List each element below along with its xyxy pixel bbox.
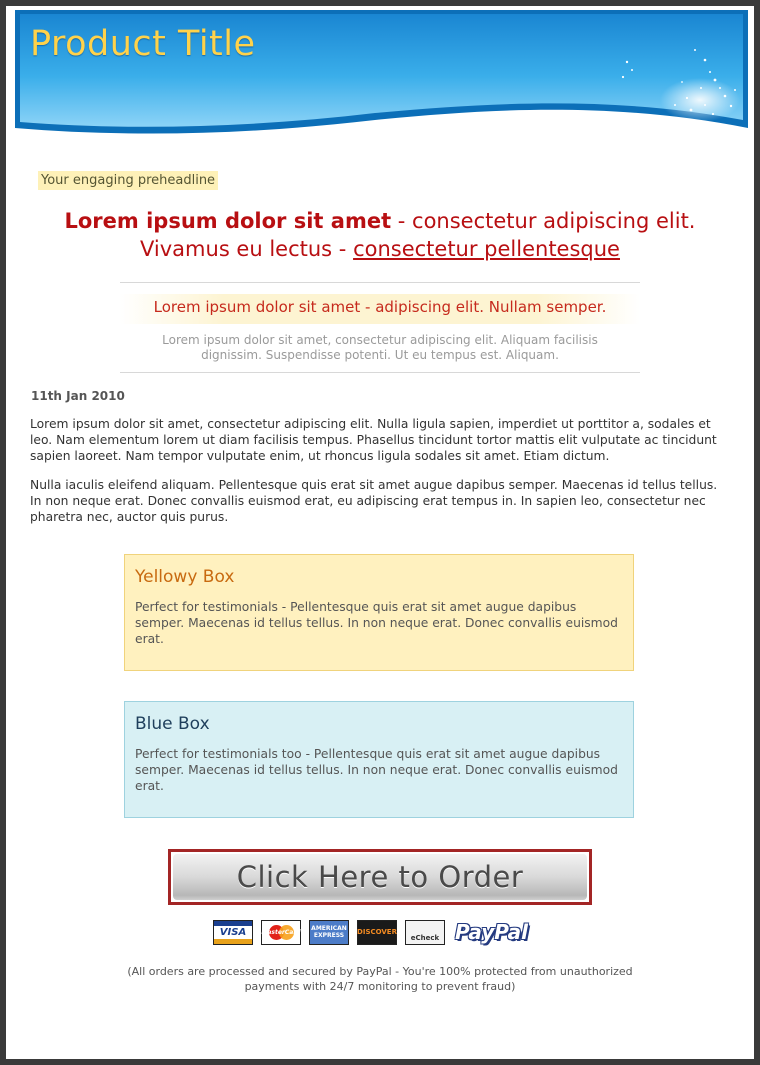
headline-bold: Lorem ipsum dolor sit amet xyxy=(64,209,392,233)
payment-disclaimer: (All orders are processed and secured by PayPal - You're 100% protected from unauthorized payments with 24/7 monitoring to prevent fraud) xyxy=(127,965,633,993)
yellow-testimonial-box xyxy=(124,554,634,671)
post-date: 11th Jan 2010 xyxy=(31,389,125,403)
body-paragraph-2: Nulla iaculis eleifend aliquam. Pellentesque quis erat sit amet augue dapibus semper. Maecenas id tellus tellus. In non neque erat. Donec convallis euismod erat, eu adipiscing erat tempus in. In sapien leo, consectetur nec pharetra nec, auctor quis purus. xyxy=(30,478,718,524)
subheadline: Lorem ipsum dolor sit amet - adipiscing elit. Nullam semper. xyxy=(153,298,607,316)
header-banner xyxy=(15,10,748,138)
intro-text: Lorem ipsum dolor sit amet, consectetur adipiscing elit. Aliquam facilisis dignissim. Suspendisse potenti. Ut eu tempus est. Aliquam. xyxy=(162,333,598,362)
paypal-logo: PayPal xyxy=(455,920,529,944)
divider-top xyxy=(120,282,640,283)
headline-line-2 xyxy=(36,235,724,263)
blue-box-title: Blue Box xyxy=(135,714,210,734)
blue-box-text: Perfect for testimonials too - Pellentesque quis erat sit amet augue dapibus semper. Maecenas id tellus tellus. In non neque erat. Donec convallis euismod erat. xyxy=(135,747,618,793)
order-button-frame xyxy=(168,849,592,905)
email-page xyxy=(6,6,754,1059)
echeck-label: eCheck xyxy=(410,933,440,942)
body-paragraph-1: Lorem ipsum dolor sit amet, consectetur adipiscing elit. Nulla ligula sapien, imperdiet ut porttitor a, sodales et leo. Nam elementum lorem ut diam facilisis tempus. Phasellus tincidunt tortor mattis elit vulputate ac tincidunt sapien laoreet. Nam tempor vulputate enim, ut rhoncus ligula sodales sit amet. Etiam dictum. xyxy=(30,417,717,463)
yellow-box-text: Perfect for testimonials - Pellentesque quis erat sit amet augue dapibus semper. Maecenas id tellus tellus. In non neque erat. Donec convallis euismod erat. xyxy=(135,600,618,646)
headline-rest: - consectetur adipiscing elit. xyxy=(391,209,696,233)
main-headline xyxy=(36,207,724,263)
product-title: Product Title xyxy=(30,24,256,64)
blue-testimonial-box xyxy=(124,701,634,818)
discover-label: DISCOVER xyxy=(357,928,397,936)
preheadline: Your engaging preheadline xyxy=(38,171,218,190)
order-button[interactable]: Click Here to Order xyxy=(173,854,587,900)
discover-card-icon xyxy=(357,920,397,945)
mastercard-label: MasterCard xyxy=(261,928,301,936)
mastercard-icon xyxy=(261,920,301,945)
amex-card-icon xyxy=(309,920,349,945)
visa-card-icon xyxy=(213,920,253,945)
sparkle-glow xyxy=(660,78,740,122)
payment-methods xyxy=(213,918,528,946)
amex-label: AMERICAN EXPRESS xyxy=(311,925,347,939)
echeck-icon xyxy=(405,920,445,945)
yellow-box-title: Yellowy Box xyxy=(135,567,235,587)
headline-link[interactable]: consectetur pellentesque xyxy=(353,237,620,261)
headline-line-1 xyxy=(36,207,724,235)
visa-label: VISA xyxy=(219,926,247,938)
divider-bottom xyxy=(120,372,640,373)
headline-part2: Vivamus eu lectus - xyxy=(140,237,354,261)
